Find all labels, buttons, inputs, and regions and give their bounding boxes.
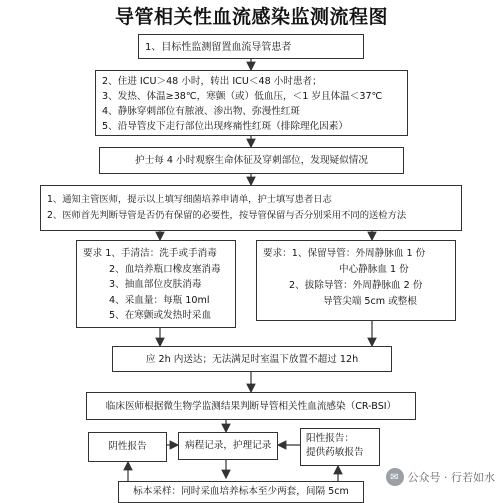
step-target-patients [138, 34, 364, 59]
req-right-line-4: 导管尖端 5cm 或整根 [323, 296, 417, 308]
step-requirements-right [256, 240, 456, 321]
negative-report-box [88, 432, 167, 462]
req-left-line-5: 5、在寒颤或发热时采血 [109, 310, 212, 322]
req-left-line-1: 要求 1、手清洁：洗手或手消毒 [83, 248, 217, 259]
req-right-line-2: 中心静脉血 1 份 [339, 264, 409, 276]
req-right-line-1: 要求：1、保留导管：外周静脉血 1 份 [263, 248, 426, 259]
watermark [386, 468, 496, 486]
physician-judgement-text: 临床医师根据微生物学监测结果判断导管相关性血流感染（CR-BSI） [105, 401, 397, 412]
records-box [178, 432, 278, 460]
step-criteria [95, 70, 408, 136]
negative-report-text: 阴性报告 [108, 441, 147, 452]
step-nurse-observation [99, 147, 404, 174]
criteria-line-2: 2、住进 ICU＞48 小时，转出 ICU＜48 小时患者； [102, 76, 322, 87]
step-notify-physician [40, 185, 462, 231]
notify-line-2: 2、医师首先判断导管是否仍有保留的必要性，按导管保留与否分别采用不同的送检方法 [47, 210, 407, 222]
notify-line-1: 1、通知主管医师，提示以上填写细菌培养申请单，护士填写患者日志 [47, 194, 332, 205]
positive-report-box [300, 428, 380, 466]
records-text: 病程记录，护理记录 [185, 440, 272, 451]
positive-report-line-1: 阳性报告： [306, 433, 354, 444]
req-right-line-3: 2、拔除导管：外周静脉血 2 份 [289, 280, 423, 292]
req-left-line-2: 2、血培养瓶口橡皮塞消毒 [109, 263, 221, 275]
req-left-line-4: 4、采血量：每瓶 10ml [109, 294, 210, 306]
sampling-text: 标本采样：同时采血培养标本至少两套，间隔 5cm [133, 486, 349, 497]
criteria-line-4: 4、静脉穿刺部位有脓液、渗出物、弥漫性红斑 [102, 105, 300, 117]
step-physician-judgement [86, 392, 416, 420]
watermark-text: 公众号 · 行若如水 [407, 471, 495, 484]
step-requirements-left [76, 240, 236, 328]
delivery-time-text: 应 2h 内送达；无法满足时室温下放置不超过 12h [145, 354, 359, 365]
wechat-icon: ✉ [386, 468, 404, 486]
req-left-line-3: 3、抽血部位皮肤消毒 [109, 279, 202, 291]
criteria-line-5: 5、沿导管皮下走行部位出现疼痛性红斑（排除理化因素） [102, 120, 348, 132]
step-target-patients-text: 1、目标性监测留置血流导管患者 [145, 42, 292, 53]
positive-report-line-2: 提供药敏报告 [306, 447, 364, 459]
criteria-line-3: 3、发热、体温≥38℃，寒颤（或）低血压，＜1 岁且体温＜37℃ [102, 90, 383, 102]
diagram-title: 导管相关性血流感染监测流程图 [114, 6, 388, 28]
step-delivery-time [112, 346, 392, 372]
nurse-observation-text: 护士每 4 小时观察生命体征及穿刺部位，发现疑似情况 [135, 155, 368, 166]
